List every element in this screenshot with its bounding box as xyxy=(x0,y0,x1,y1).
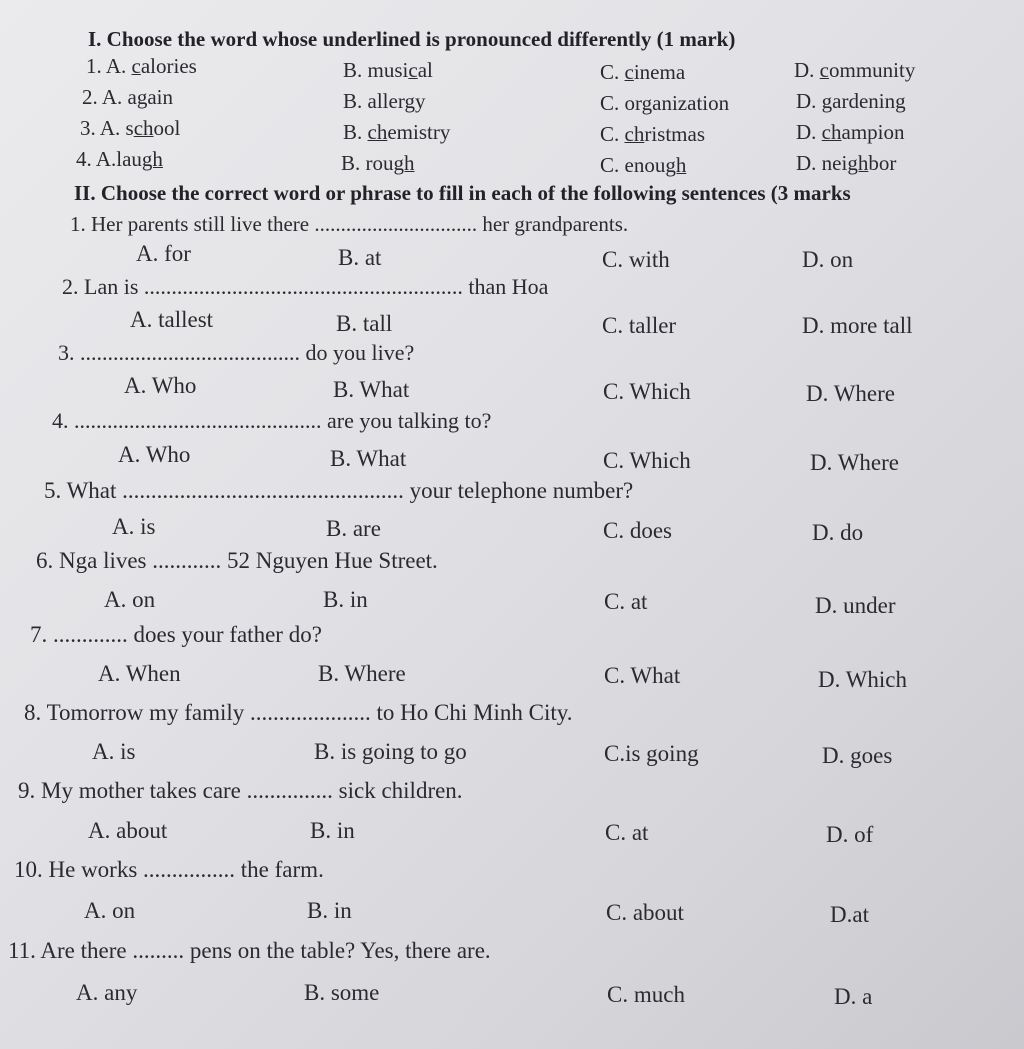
s2-q8-number: 8. xyxy=(24,700,42,725)
s1-q4-option-c: C. enough xyxy=(600,153,687,177)
s2-q9-option-d: D. of xyxy=(826,822,874,847)
s1-q4-number: 4. xyxy=(76,147,92,171)
s2-q11-option-c: C. much xyxy=(607,982,685,1007)
s2-q4-option-d: D. Where xyxy=(810,450,899,475)
s2-q7-option-d: D. Which xyxy=(818,667,908,692)
s2-q3-option-b: B. What xyxy=(333,377,410,402)
s1-q4-option-d: D. neighbor xyxy=(796,151,897,175)
blank: .......................................................... xyxy=(143,274,463,299)
s1-q2-option-b: B. allergy xyxy=(343,89,426,113)
s1-q4-option-a: 4. A.laugh xyxy=(76,147,163,171)
blank: ............. xyxy=(53,622,128,647)
s2-q3-option-c: C. Which xyxy=(603,379,691,404)
s2-q1-option-b: B. at xyxy=(338,245,382,270)
s1-q2-option-c: C. organization xyxy=(600,91,730,115)
s2-q1-option-a: A. for xyxy=(136,241,191,266)
blank: ............... xyxy=(246,778,333,803)
s2-q7-option-a: A. When xyxy=(98,661,181,686)
s2-q7-option-c: C. What xyxy=(604,663,681,688)
s2-q10-sentence: 10. He works ................ the farm. xyxy=(14,857,324,882)
s1-q3-option-b: B. chemistry xyxy=(343,120,451,144)
s2-q11-sentence: 11. Are there ......... pens on the table? Yes, there are. xyxy=(8,938,491,963)
s2-q5-number: 5. xyxy=(44,478,62,503)
section-1-heading: I. Choose the word whose underlined is pronounced differently (1 mark) xyxy=(88,27,736,51)
blank: ............................................. xyxy=(74,408,322,433)
s2-q2-option-b: B. tall xyxy=(336,311,393,336)
s2-q10-option-a: A. on xyxy=(84,898,136,923)
s2-q11-option-a: A. any xyxy=(76,980,138,1005)
s2-q5-option-d: D. do xyxy=(812,520,864,545)
s2-q2-sentence: 2. Lan is .......................................................... than Hoa xyxy=(62,274,549,299)
s2-q5-option-b: B. are xyxy=(326,516,381,541)
s2-q3-sentence: 3. ........................................ do you live? xyxy=(58,340,415,365)
s1-q2-option-a: 2. A. again xyxy=(82,85,173,109)
s2-q10-option-d: D.at xyxy=(830,902,869,927)
blank: ................................................. xyxy=(122,478,404,503)
s2-q6-number: 6. xyxy=(36,548,54,573)
section-2-heading: II. Choose the correct word or phrase to fill in each of the following sentences (3 marks xyxy=(74,181,851,205)
s2-q6-option-a: A. on xyxy=(104,587,156,612)
s2-q8-sentence: 8. Tomorrow my family ..................... to Ho Chi Minh City. xyxy=(24,700,573,725)
s1-q3-option-c: C. christmas xyxy=(600,122,706,146)
s2-q4-sentence: 4. ............................................. are you talking to? xyxy=(52,408,492,433)
s1-q4-option-b: B. rough xyxy=(341,151,415,175)
s2-q9-option-a: A. about xyxy=(88,818,168,843)
s2-q4-option-a: A. Who xyxy=(118,442,191,467)
s2-q3-number: 3. xyxy=(58,340,75,365)
blank: ............ xyxy=(152,548,222,573)
s2-q10-number: 10. xyxy=(14,857,43,882)
s1-q1-option-a: 1. A. calories xyxy=(86,54,197,78)
s1-q3-option-a: 3. A. school xyxy=(80,116,181,140)
s2-q5-sentence: 5. What ................................................. your telephone number? xyxy=(44,478,634,503)
s2-q10-option-b: B. in xyxy=(307,898,352,923)
s1-q1-option-b: B. musical xyxy=(343,58,433,82)
s2-q1-sentence: 1. Her parents still live there ............................... her grandparents. xyxy=(70,212,629,236)
blank: ............................... xyxy=(314,212,478,236)
s2-q7-number: 7. xyxy=(30,622,48,647)
s2-q3-option-a: A. Who xyxy=(124,373,197,398)
s2-q4-number: 4. xyxy=(52,408,69,433)
s2-q8-option-d: D. goes xyxy=(822,743,893,768)
s1-q3-number: 3. xyxy=(80,116,96,140)
s2-q9-number: 9. xyxy=(18,778,36,803)
s2-q6-option-d: D. under xyxy=(815,593,896,618)
s2-q3-option-d: D. Where xyxy=(806,381,895,406)
s2-q7-option-b: B. Where xyxy=(318,661,406,686)
blank: ................ xyxy=(143,857,236,882)
s2-q11-option-b: B. some xyxy=(304,980,380,1005)
s1-q1-number: 1. xyxy=(86,54,102,78)
s1-q1-option-d: D. community xyxy=(794,58,916,82)
s2-q6-option-c: C. at xyxy=(604,589,648,614)
s2-q6-option-b: B. in xyxy=(323,587,368,612)
s2-q5-option-a: A. is xyxy=(112,514,156,539)
s2-q4-option-b: B. What xyxy=(330,446,407,471)
s2-q10-option-c: C. about xyxy=(606,900,684,925)
blank: ........................................ xyxy=(80,340,300,365)
s2-q8-option-b: B. is going to go xyxy=(314,739,467,764)
s2-q2-option-a: A. tallest xyxy=(130,307,214,332)
s2-q9-option-c: C. at xyxy=(605,820,649,845)
s2-q11-option-d: D. a xyxy=(834,984,873,1009)
s2-q1-number: 1. xyxy=(70,212,86,236)
blank: ..................... xyxy=(250,700,371,725)
s2-q2-number: 2. xyxy=(62,274,79,299)
s2-q4-option-c: C. Which xyxy=(603,448,691,473)
s2-q7-sentence: 7. ............. does your father do? xyxy=(30,622,322,647)
s2-q2-option-c: C. taller xyxy=(602,313,677,338)
s2-q1-option-d: D. on xyxy=(802,247,854,272)
blank: ......... xyxy=(132,938,185,963)
s2-q11-number: 11. xyxy=(8,938,36,963)
s1-q2-number: 2. xyxy=(82,85,98,109)
s2-q8-option-a: A. is xyxy=(92,739,136,764)
s1-q3-option-d: D. champion xyxy=(796,120,905,144)
s1-q2-option-d: D. gardening xyxy=(796,89,906,113)
s2-q8-option-c: C.is going xyxy=(604,741,699,766)
s2-q6-sentence: 6. Nga lives ............ 52 Nguyen Hue Street. xyxy=(36,548,438,573)
s2-q2-option-d: D. more tall xyxy=(802,313,913,338)
s2-q9-sentence: 9. My mother takes care ............... sick children. xyxy=(18,778,463,803)
s2-q5-option-c: C. does xyxy=(603,518,672,543)
s1-q1-option-c: C. cinema xyxy=(600,60,686,84)
s2-q1-option-c: C. with xyxy=(602,247,670,272)
s2-q9-option-b: B. in xyxy=(310,818,355,843)
